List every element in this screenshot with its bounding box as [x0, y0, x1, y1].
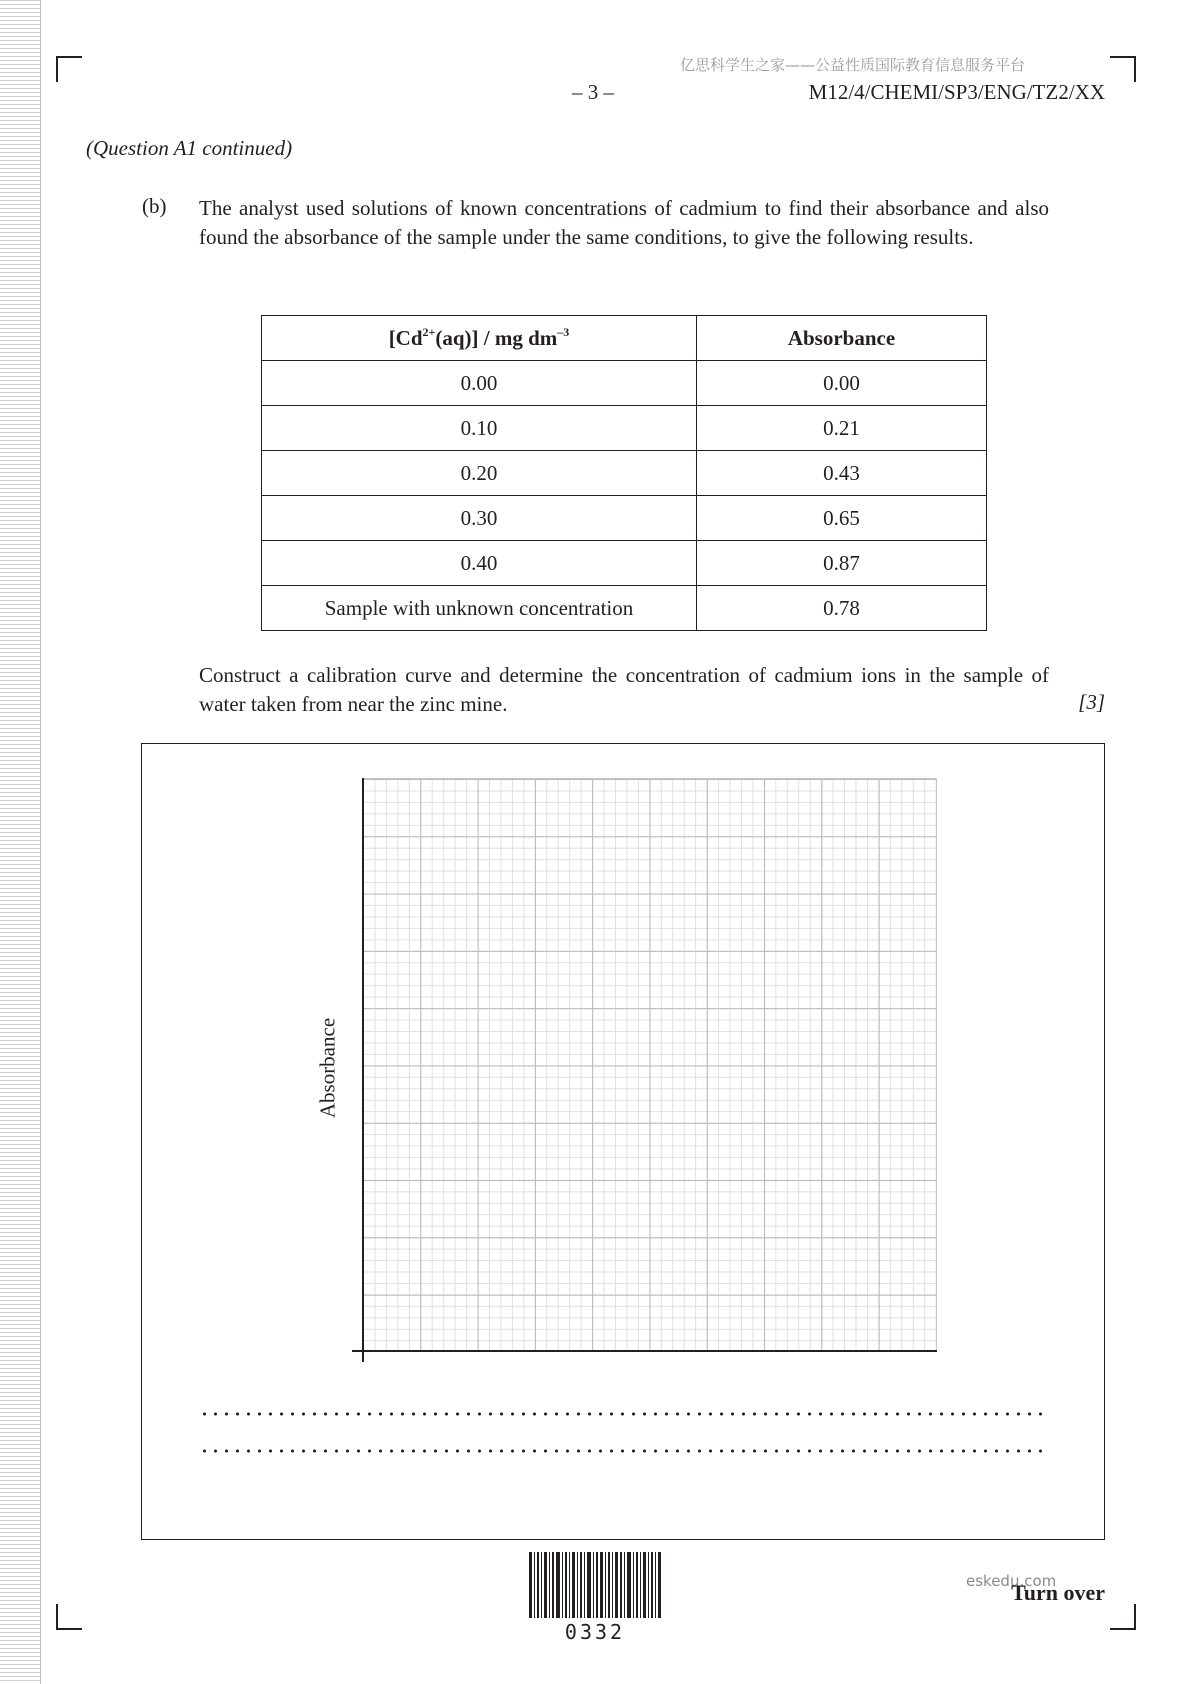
- question-text: The analyst used solutions of known concentrations of cadmium to find their absorbance and also found the absorbance of the sample under the same conditions, to give the following results.: [199, 196, 1049, 249]
- cell-concentration: 0.00: [262, 361, 697, 406]
- cell-absorbance: 0.65: [697, 496, 987, 541]
- table-row: [262, 361, 987, 406]
- crop-mark-bottom-left: [56, 1604, 82, 1630]
- table-row: [262, 451, 987, 496]
- part-label: (b): [142, 194, 167, 218]
- cell-absorbance: 0.43: [697, 451, 987, 496]
- results-table: [261, 315, 987, 631]
- graph-paper[interactable]: [363, 778, 937, 1352]
- table-row: [262, 406, 987, 451]
- cell-absorbance: 0.00: [697, 361, 987, 406]
- cell-absorbance: 0.21: [697, 406, 987, 451]
- crop-mark-top-right: [1110, 56, 1136, 82]
- cell-concentration: 0.40: [262, 541, 697, 586]
- cell-concentration: 0.20: [262, 451, 697, 496]
- table-row: [262, 586, 987, 631]
- instruction-text: Construct a calibration curve and determine the concentration of cadmium ions in the sample of water taken from near the zinc mine.: [199, 663, 1049, 716]
- x-axis: [352, 1350, 937, 1352]
- y-axis-label: Absorbance: [315, 1017, 340, 1119]
- cell-absorbance: 0.87: [697, 541, 987, 586]
- barcode: [529, 1552, 661, 1618]
- crop-mark-bottom-right: [1110, 1604, 1136, 1630]
- paper-code: M12/4/CHEMI/SP3/ENG/TZ2/XX: [808, 80, 1105, 104]
- table-row: [262, 541, 987, 586]
- barcode-number: 0332: [564, 1620, 626, 1644]
- question-continued: (Question A1 continued): [86, 136, 293, 160]
- table-row: [262, 496, 987, 541]
- turn-over-label: Turn over: [1011, 1580, 1105, 1605]
- cell-concentration: 0.30: [262, 496, 697, 541]
- marks-label: [3]: [1078, 690, 1105, 714]
- table-header-row: [262, 316, 987, 361]
- cell-absorbance: 0.78: [697, 586, 987, 631]
- margin-strip: [0, 0, 41, 1684]
- y-axis: [362, 778, 364, 1362]
- answer-line[interactable]: [199, 1407, 1049, 1421]
- cell-concentration: 0.10: [262, 406, 697, 451]
- cell-concentration: Sample with unknown concentration: [262, 586, 697, 631]
- page-number: – 3 –: [572, 80, 614, 104]
- answer-line[interactable]: [199, 1444, 1049, 1458]
- header-watermark: 亿思科学生之家——公益性质国际教育信息服务平台: [680, 56, 1026, 74]
- footer-watermark: eskedu.com: [966, 1572, 1057, 1590]
- crop-mark-top-left: [56, 56, 82, 82]
- header-absorbance: Absorbance: [697, 316, 987, 361]
- header-concentration: $[Cd^{2+}(aq)]$ / mg $dm^{-3}$: [262, 316, 697, 361]
